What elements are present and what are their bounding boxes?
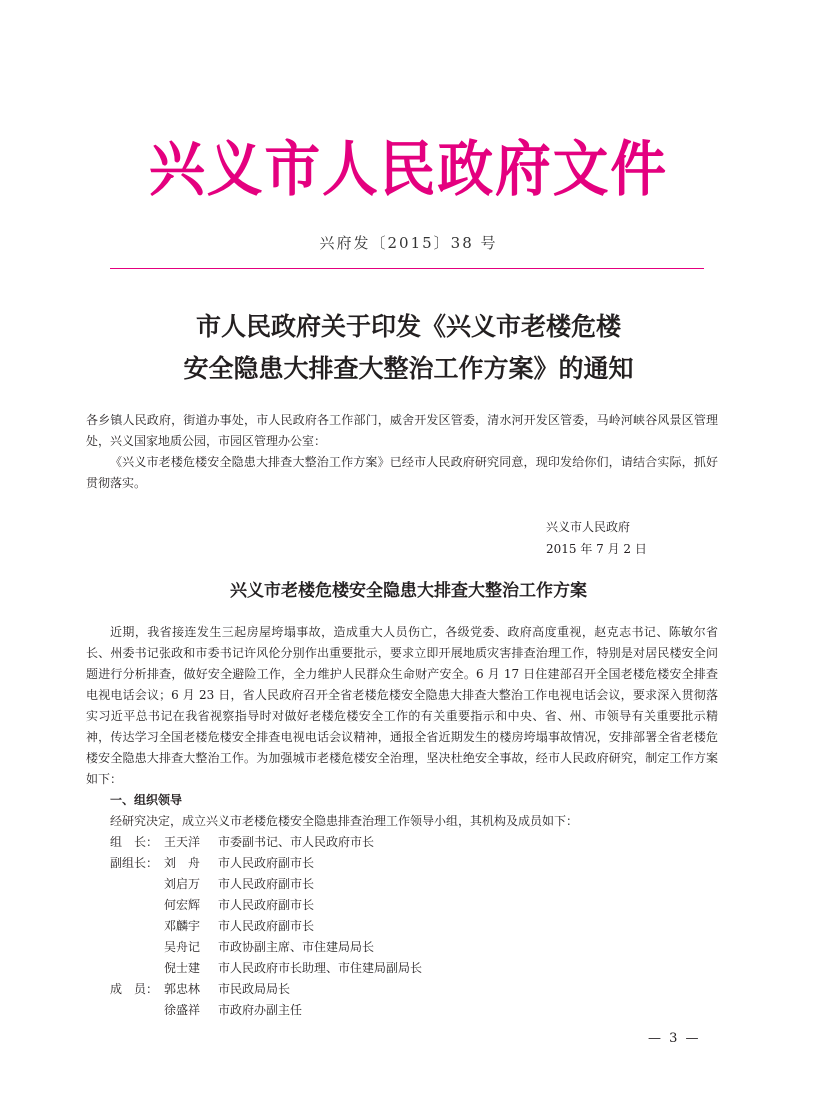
member-role: 副组长： (110, 856, 159, 870)
member-title: 市政协副主席、市住建局局长 (218, 940, 375, 954)
member-title: 市人民政府副市长 (218, 898, 315, 912)
red-separator-line (110, 268, 704, 269)
member-name: 何宏辉 (164, 898, 201, 912)
member-title: 市委副书记、市人民政府市长 (218, 835, 375, 849)
member-row (86, 1000, 718, 1021)
member-role (86, 1000, 164, 1021)
member-title: 市人民政府市长助理、市住建局副局长 (218, 961, 423, 975)
member-row (86, 832, 718, 853)
member-title: 市民政局局长 (218, 982, 291, 996)
member-name: 徐盛祥 (164, 1003, 201, 1017)
notice-recipients: 各乡镇人民政府，街道办事处，市人民政府各工作部门，威舍开发区管委，清水河开发区管委，马岭河峡谷风景区管理处，兴义国家地质公园，市园区管理办公室： (86, 413, 718, 448)
plan-intro-paragraph: 近期，我省接连发生三起房屋垮塌事故，造成重大人员伤亡，各级党委、政府高度重视，赵克志书记、陈敏尔省长、州委书记张政和市委书记许风伦分别作出重要批示，要求立即开展地质灾害排查治理工作，特别是对居民楼安全问题进行分析排查，做好安全避险工作，全力维护人民群众生命财产安全。6 月 17 日住建部召开全国老楼危楼安全排查电视电话会议；6 月 23 日，省人民政府召开全省老楼危楼安全隐患大排查大整治工作电视电话会议，要求深入贯彻落实习近平总书记在我省视察指导时对做好老楼危楼安全工作的有关重要指示和中央、省、州、市领导有关重要批示精神，传达学习全国老楼危楼安全排查电视电话会议精神，通报全省近期发生的楼房垮塌事故情况，安排部署全省老楼危楼安全隐患大排查大整治工作。为加强城市老楼危楼安全治理，坚决杜绝安全事故，经市人民政府研究，制定工作方案如下： (86, 625, 718, 786)
plan-title: 兴义市老楼危楼安全隐患大排查大整治工作方案 (230, 581, 587, 601)
member-name: 刘 舟 (164, 856, 201, 870)
member-row (86, 937, 718, 958)
member-list (86, 832, 718, 1021)
member-title: 市政府办副主任 (218, 1003, 303, 1017)
member-name: 邓麟宇 (164, 919, 201, 933)
issue-date: 2015 年 7 月 2 日 (546, 542, 647, 556)
member-role (86, 937, 164, 958)
member-role (86, 916, 164, 937)
member-row (86, 895, 718, 916)
member-row (86, 874, 718, 895)
member-row (86, 979, 718, 1000)
member-title: 市人民政府副市长 (218, 877, 315, 891)
member-role: 成 员： (110, 982, 159, 996)
notice-title-line-1: 市人民政府关于印发《兴义市老楼危楼 (195, 312, 621, 341)
member-name: 刘启万 (164, 877, 201, 891)
section-paragraph: 经研究决定，成立兴义市老楼危楼安全隐患排查治理工作领导小组，其机构及成员如下： (110, 814, 579, 828)
member-role (86, 874, 164, 895)
signatory: 兴义市人民政府 (546, 520, 631, 534)
member-title: 市人民政府副市长 (218, 919, 315, 933)
document-number: 兴府发〔2015〕38 号 (319, 234, 498, 252)
notice-paragraph: 《兴义市老楼危楼安全隐患大排查大整治工作方案》已经市人民政府研究同意，现印发给你们，请结合实际，抓好贯彻落实。 (86, 455, 718, 490)
plan-body (86, 622, 718, 1021)
page-number: — 3 — (648, 1031, 701, 1046)
member-title: 市人民政府副市长 (218, 856, 315, 870)
member-name: 倪士建 (164, 961, 201, 975)
member-row (86, 958, 718, 979)
notice-body (86, 410, 718, 494)
member-role: 组 长： (110, 835, 159, 849)
masthead-title: 兴义市人民政府文件 (149, 135, 668, 205)
member-row (86, 916, 718, 937)
notice-title (0, 306, 817, 390)
member-row (86, 853, 718, 874)
member-name: 王天洋 (164, 835, 201, 849)
member-role (86, 895, 164, 916)
member-name: 吴舟记 (164, 940, 201, 954)
member-name: 郭忠林 (164, 982, 201, 996)
section-heading: 一、组织领导 (110, 793, 183, 807)
member-role (86, 958, 164, 979)
notice-title-line-2: 安全隐患大排查大整治工作方案》的通知 (183, 354, 634, 383)
